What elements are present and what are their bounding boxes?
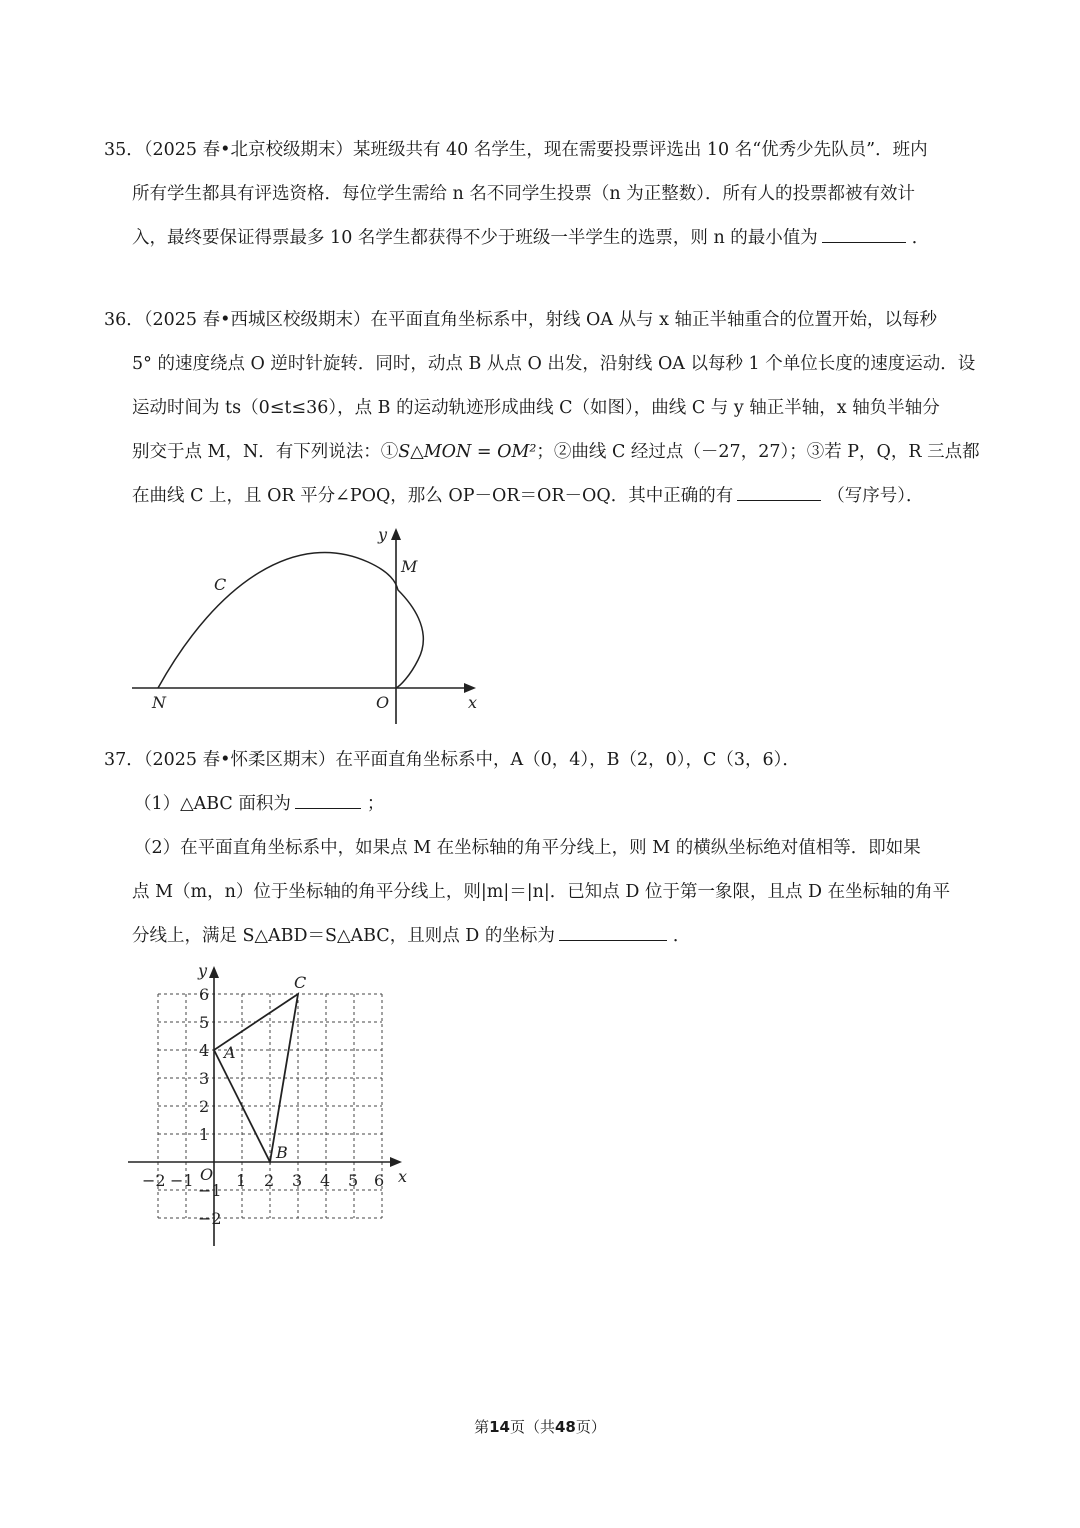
q37-line-1: 37．（2025 春•怀柔区期末）在平面直角坐标系中，A（0，4），B（2，0），C（3，6）． xyxy=(104,750,800,770)
q36-line-2: 5° 的速度绕点 O 逆时针旋转．同时，动点 B 从点 O 出发，沿射线 OA 以每秒 1 个单位长度的速度运动．设 xyxy=(132,354,976,374)
label-n: N xyxy=(152,693,166,712)
x-tick: 6 xyxy=(374,1171,385,1190)
grid-label-c: C xyxy=(294,973,307,992)
footer-prefix: 第 xyxy=(474,1418,490,1436)
grid-label-o: O xyxy=(200,1165,214,1184)
label-m: M xyxy=(401,557,418,576)
q37-coordinate-blank[interactable] xyxy=(559,922,667,941)
q37-line-5-text: 分线上，满足 S△ABD＝S△ABC，且则点 D 的坐标为 xyxy=(132,926,555,946)
q37-line-3: （2）在平面直角坐标系中，如果点 M 在坐标轴的角平分线上，则 M 的横纵坐标绝对值相等．即如果 xyxy=(134,838,921,858)
y-tick: 1 xyxy=(199,1125,210,1144)
y-tick: 2 xyxy=(199,1097,210,1116)
x-tick: −1 xyxy=(170,1171,194,1190)
q35-line-3-text: 入，最终要保证得票最多 10 名学生都获得不少于班级一半学生的选票，则 n 的最小值为 xyxy=(132,228,818,248)
footer-suffix: 页） xyxy=(575,1418,606,1436)
y-tick: 3 xyxy=(199,1069,210,1088)
q36-line-4a: 别交于点 M，N．有下列说法：① xyxy=(132,442,399,462)
grid-label-x: x xyxy=(398,1167,408,1186)
q36-line-5-text: 在曲线 C 上，且 OR 平分∠POQ，那么 OP－OR＝OR－OQ．其中正确的有 xyxy=(132,486,734,506)
x-tick: 3 xyxy=(292,1171,303,1190)
grid-y-axis-arrow xyxy=(209,966,219,978)
q35-answer-blank[interactable] xyxy=(822,224,906,243)
label-x: x xyxy=(468,693,478,712)
q37-line-4: 点 M（m，n）位于坐标轴的角平分线上，则|m|＝|n|．已知点 D 位于第一象限，且点 D 在坐标轴的角平 xyxy=(132,882,951,902)
q37-grid-figure xyxy=(0,0,420,1260)
q36-line-3: 运动时间为 ts（0≤t≤36），点 B 的运动轨迹形成曲线 C（如图），曲线 C 与 y 轴正半轴，x 轴负半轴分 xyxy=(132,398,940,418)
q35-line-3-end: ． xyxy=(911,228,930,248)
footer-middle: 页（共 xyxy=(509,1418,555,1436)
q35-line-1: 35．（2025 春•北京校级期末）某班级共有 40 名学生，现在需要投票评选出 10 名“优秀少先队员”．班内 xyxy=(104,140,928,160)
label-o: O xyxy=(376,693,390,712)
grid-x-axis-arrow xyxy=(390,1157,402,1167)
grid-label-a: A xyxy=(224,1043,236,1062)
x-tick: 4 xyxy=(320,1171,331,1190)
footer-page-number: 14 xyxy=(489,1418,510,1436)
x-axis-arrow xyxy=(464,683,476,693)
y-tick: −1 xyxy=(198,1181,222,1200)
grid-label-b: B xyxy=(276,1143,288,1162)
q36-answer-blank[interactable] xyxy=(737,482,821,501)
q36-line-5-end: （写序号）． xyxy=(827,486,924,506)
grid-label-y: y xyxy=(198,961,208,980)
x-tick: 5 xyxy=(348,1171,359,1190)
q37-line-2-end: ； xyxy=(366,794,385,814)
x-tick: 2 xyxy=(264,1171,275,1190)
y-tick: 5 xyxy=(199,1013,210,1032)
y-tick: −2 xyxy=(198,1209,222,1228)
x-tick: −2 xyxy=(142,1171,166,1190)
q36-line-4b: ；②曲线 C 经过点（－27，27）；③若 P，Q，R 三点都 xyxy=(536,442,980,462)
label-c: C xyxy=(214,575,227,594)
page-footer xyxy=(0,1416,1080,1437)
q36-area-formula: S△MON = OM² xyxy=(398,442,537,462)
y-tick: 6 xyxy=(199,985,210,1004)
q37-line-5-end: ． xyxy=(672,926,691,946)
q36-line-1: 36．（2025 春•西城区校级期末）在平面直角坐标系中，射线 OA 从与 x 轴正半轴重合的位置开始，以每秒 xyxy=(104,310,938,330)
q37-line-2-text: （1）△ABC 面积为 xyxy=(134,794,291,814)
footer-total-pages: 48 xyxy=(555,1418,576,1436)
x-tick: 1 xyxy=(236,1171,247,1190)
y-tick: 4 xyxy=(199,1041,210,1060)
label-y: y xyxy=(378,525,388,544)
q35-line-2: 所有学生都具有评选资格．每位学生需给 n 名不同学生投票（n 为正整数）．所有人的投票都被有效计 xyxy=(132,184,915,204)
